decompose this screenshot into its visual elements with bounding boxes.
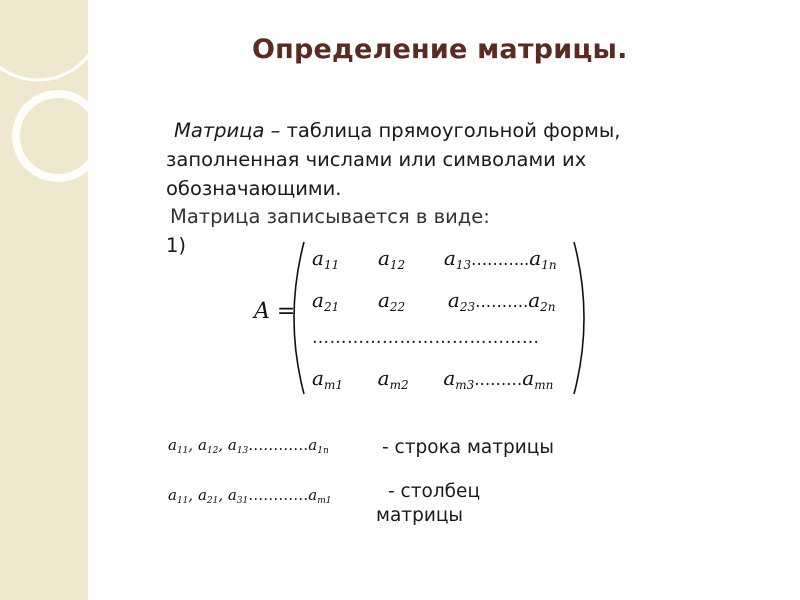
- cell-am3: $a_{m3}$: [443, 366, 475, 393]
- cell-am2: $a_{m2}$: [377, 366, 409, 393]
- cell-a13: $a_{13}$: [443, 246, 472, 273]
- column-label-line1: - столбец: [388, 481, 481, 502]
- matrix-row-3-dots: …………………………………: [312, 328, 540, 348]
- decorative-side-band: [0, 0, 88, 600]
- written-as-text: Матрица записывается в виде:: [170, 205, 490, 228]
- cell-am1: $a_{m1}$: [312, 366, 343, 393]
- decorative-circles: [0, 0, 88, 600]
- matrix-row-2: [312, 288, 556, 314]
- cell-amn: $a_{mn}$: [522, 366, 554, 393]
- cell-a22: $a_{22}$: [377, 288, 406, 315]
- row4-dots: ………: [474, 370, 523, 389]
- slide-title: Определение матрицы.: [252, 34, 628, 65]
- definition-text: [166, 116, 726, 203]
- matrix-row-4: [312, 366, 553, 392]
- matrix-row-1: [312, 246, 557, 272]
- definition-term: Матрица: [174, 119, 265, 142]
- matrix-symbol: A: [254, 299, 270, 324]
- cell-a21: $a_{21}$: [312, 288, 340, 315]
- column-sequence: $a_{11}$, $a_{21}$, $a_{31}\dots\dots\dots\dots a_{m1}$: [168, 486, 332, 507]
- column-label-line2: матрицы: [376, 505, 464, 526]
- cell-a1n: $a_{1n}$: [529, 246, 557, 273]
- row1-dots: ………..: [471, 250, 530, 269]
- cell-a23: $a_{23}$: [447, 288, 476, 315]
- row-sequence: $a_{11}$, $a_{12}$, $a_{13}\dots\dots\dots\dots a_{1n}$: [168, 436, 329, 457]
- equals-sign: =: [276, 299, 296, 324]
- definition-body: – таблица прямоугольной формы, заполненная числами или символами их обозначающими.: [166, 119, 621, 200]
- cell-a11: $a_{11}$: [312, 246, 340, 273]
- cell-a12: $a_{12}$: [377, 246, 406, 273]
- row2-dots: ……….: [475, 292, 529, 311]
- row-label: - строка матрицы: [382, 437, 554, 458]
- cell-a2n: $a_{2n}$: [528, 288, 556, 315]
- item-number: 1): [166, 234, 187, 257]
